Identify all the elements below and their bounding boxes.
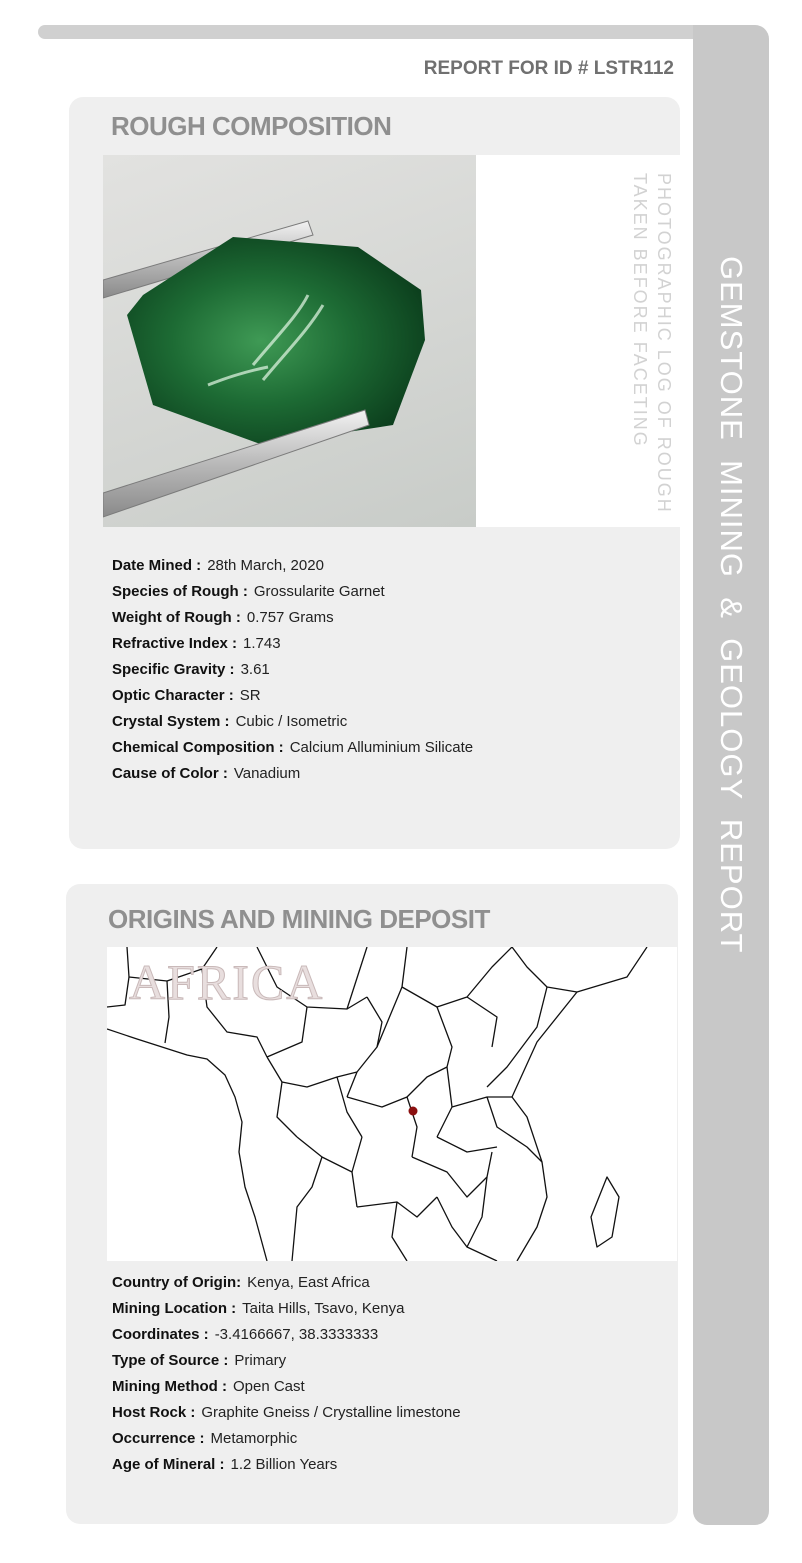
- photo-caption-line-2: TAKEN BEFORE FACETING: [630, 173, 650, 448]
- map-africa-label: AFRICA: [129, 954, 325, 1010]
- property-label: Weight of Rough :: [112, 609, 241, 626]
- property-row: [112, 583, 473, 609]
- property-label: Mining Location :: [112, 1300, 237, 1317]
- property-label: Species of Rough :: [112, 583, 248, 600]
- property-label: Cause of Color :: [112, 765, 228, 782]
- property-label: Optic Character :: [112, 687, 234, 704]
- property-value: Graphite Gneiss / Crystalline limestone: [201, 1404, 461, 1421]
- property-value: Calcium Alluminium Silicate: [289, 739, 474, 756]
- property-label: Specific Gravity :: [112, 661, 235, 678]
- property-row: [112, 1404, 461, 1430]
- side-banner: [693, 25, 769, 1525]
- property-value: 3.61: [240, 661, 270, 678]
- photo-caption: [628, 173, 676, 514]
- property-value: 0.757 Grams: [246, 609, 334, 626]
- property-value: 1.2 Billion Years: [230, 1456, 338, 1473]
- property-row: [112, 765, 473, 791]
- property-value: Grossularite Garnet: [253, 583, 385, 600]
- photo-caption-line-1: PHOTOGRAPHIC LOG OF ROUGH: [654, 173, 674, 514]
- property-label: Country of Origin:: [112, 1274, 242, 1291]
- origins-properties-list: [112, 1274, 461, 1482]
- property-label: Refractive Index :: [112, 635, 238, 652]
- property-row: [112, 1456, 461, 1482]
- property-row: [112, 1274, 461, 1300]
- property-label: Type of Source :: [112, 1352, 229, 1369]
- report-id: REPORT FOR ID # LSTR112: [423, 58, 674, 79]
- property-row: [112, 635, 473, 661]
- property-value: Cubic / Isometric: [235, 713, 348, 730]
- property-label: Coordinates :: [112, 1326, 209, 1343]
- property-label: Crystal System :: [112, 713, 230, 730]
- property-value: SR: [239, 687, 261, 704]
- property-label: Mining Method :: [112, 1378, 227, 1395]
- property-row: [112, 739, 473, 765]
- property-row: [112, 609, 473, 635]
- origins-title: ORIGINS AND MINING DEPOSIT: [108, 904, 490, 934]
- property-value: -3.4166667, 38.3333333: [214, 1326, 379, 1343]
- property-label: Occurrence :: [112, 1430, 205, 1447]
- property-row: [112, 713, 473, 739]
- property-value: Metamorphic: [210, 1430, 298, 1447]
- property-row: [112, 557, 473, 583]
- property-value: Kenya, East Africa: [247, 1274, 370, 1291]
- property-value: Vanadium: [233, 765, 301, 782]
- property-value: Open Cast: [232, 1378, 305, 1395]
- header-bar: [38, 25, 738, 39]
- rough-photo-section: [103, 155, 680, 527]
- rough-composition-title: ROUGH COMPOSITION: [111, 111, 392, 141]
- property-row: [112, 661, 473, 687]
- property-label: Age of Mineral :: [112, 1456, 225, 1473]
- property-row: [112, 687, 473, 713]
- property-label: Date Mined :: [112, 557, 202, 574]
- property-row: [112, 1300, 461, 1326]
- property-value: 28th March, 2020: [207, 557, 324, 574]
- property-value: 1.743: [243, 635, 281, 652]
- property-row: [112, 1378, 461, 1404]
- property-label: Host Rock :: [112, 1404, 196, 1421]
- rough-gem-photo[interactable]: [103, 155, 476, 527]
- report-side-title: GEMSTONE MINING & GEOLOGY REPORT: [714, 256, 749, 954]
- gem-in-tweezers-image: [103, 155, 476, 527]
- property-value: Taita Hills, Tsavo, Kenya: [242, 1300, 405, 1317]
- property-label: Chemical Composition :: [112, 739, 284, 756]
- side-title-wrap: [693, 25, 769, 1525]
- africa-map[interactable]: [107, 947, 677, 1261]
- property-row: [112, 1352, 461, 1378]
- rough-properties-list: [112, 557, 473, 791]
- mine-location-marker[interactable]: [409, 1107, 418, 1116]
- property-value: Primary: [234, 1352, 287, 1369]
- property-row: [112, 1326, 461, 1352]
- property-row: [112, 1430, 461, 1456]
